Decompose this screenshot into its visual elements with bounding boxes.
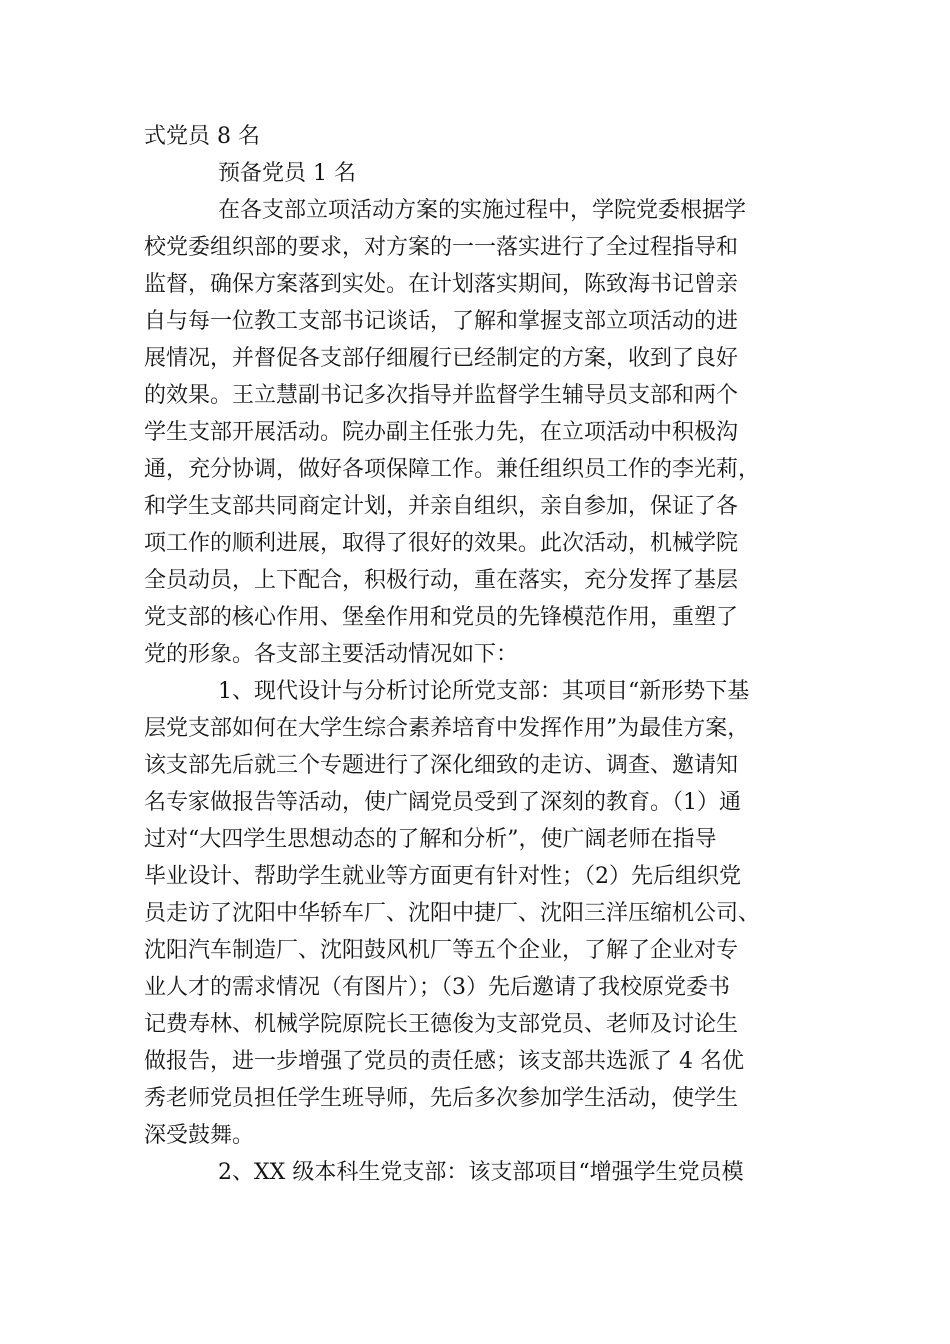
text-line: 展情况，并督促各支部仔细履行已经制定的方案，收到了良好 [144, 346, 739, 371]
paragraph-start-line: 2、XX 级本科生党支部：该支部项目“增强学生党员模 [218, 1160, 744, 1185]
text-line: 党支部的核心作用、堡垒作用和党员的先锋模范作用，重塑了 [144, 605, 739, 630]
text-line: 通，充分协调，做好各项保障工作。兼任组织员工作的李光莉， [144, 457, 761, 482]
text-line: 党的形象。各支部主要活动情况如下： [144, 642, 519, 667]
paragraph-start-line: 预备党员 1 名 [218, 161, 356, 186]
text-line: 记费寿林、机械学院原院长王德俊为支部党员、老师及讨论生 [144, 1012, 739, 1037]
text-line: 做报告，进一步增强了党员的责任感；该支部共选派了 4 名优 [144, 1049, 744, 1074]
text-line: 秀老师党员担任学生班导师，先后多次参加学生活动，使学生 [144, 1086, 739, 1111]
text-line: 业人才的需求情况（有图片）；（3）先后邀请了我校原党委书 [144, 975, 730, 1000]
paragraph-start-line: 1、现代设计与分析讨论所党支部：其项目“新形势下基 [218, 679, 750, 704]
text-line: 毕业设计、帮助学生就业等方面更有针对性；（2）先后组织党 [144, 864, 741, 889]
text-line: 沈阳汽车制造厂、沈阳鼓风机厂等五个企业，了解了企业对专 [144, 938, 739, 963]
text-line: 员走访了沈阳中华轿车厂、沈阳中捷厂、沈阳三洋压缩机公司、 [144, 901, 761, 926]
text-line: 的效果。王立慧副书记多次指导并监督学生辅导员支部和两个 [144, 383, 739, 408]
text-line: 监督，确保方案落到实处。在计划落实期间，陈致海书记曾亲 [144, 272, 739, 297]
text-line: 和学生支部共同商定计划，并亲自组织，亲自参加，保证了各 [144, 494, 739, 519]
text-line: 式党员 8 名 [144, 124, 260, 149]
document-body [144, 118, 798, 1191]
text-line: 校党委组织部的要求，对方案的一一落实进行了全过程指导和 [144, 235, 739, 260]
text-line: 全员动员，上下配合，积极行动，重在落实，充分发挥了基层 [144, 568, 739, 593]
text-line: 名专家做报告等活动，使广阔党员受到了深刻的教育。（1）通 [144, 790, 741, 815]
paragraph-start-line: 在各支部立项活动方案的实施过程中，学院党委根据学 [218, 198, 747, 223]
text-line: 自与每一位教工支部书记谈话，了解和掌握支部立项活动的进 [144, 309, 739, 334]
text-line: 项工作的顺利进展，取得了很好的效果。此次活动，机械学院 [144, 531, 739, 556]
text-line: 层党支部如何在大学生综合素养培育中发挥作用”为最佳方案， [144, 716, 750, 741]
text-line: 深受鼓舞。 [144, 1123, 255, 1148]
text-line: 过对“大四学生思想动态的了解和分析”，使广阔老师在指导 [144, 827, 717, 852]
text-line: 该支部先后就三个专题进行了深化细致的走访、调查、邀请知 [144, 753, 739, 778]
text-line: 学生支部开展活动。院办副主任张力先，在立项活动中积极沟 [144, 420, 739, 445]
